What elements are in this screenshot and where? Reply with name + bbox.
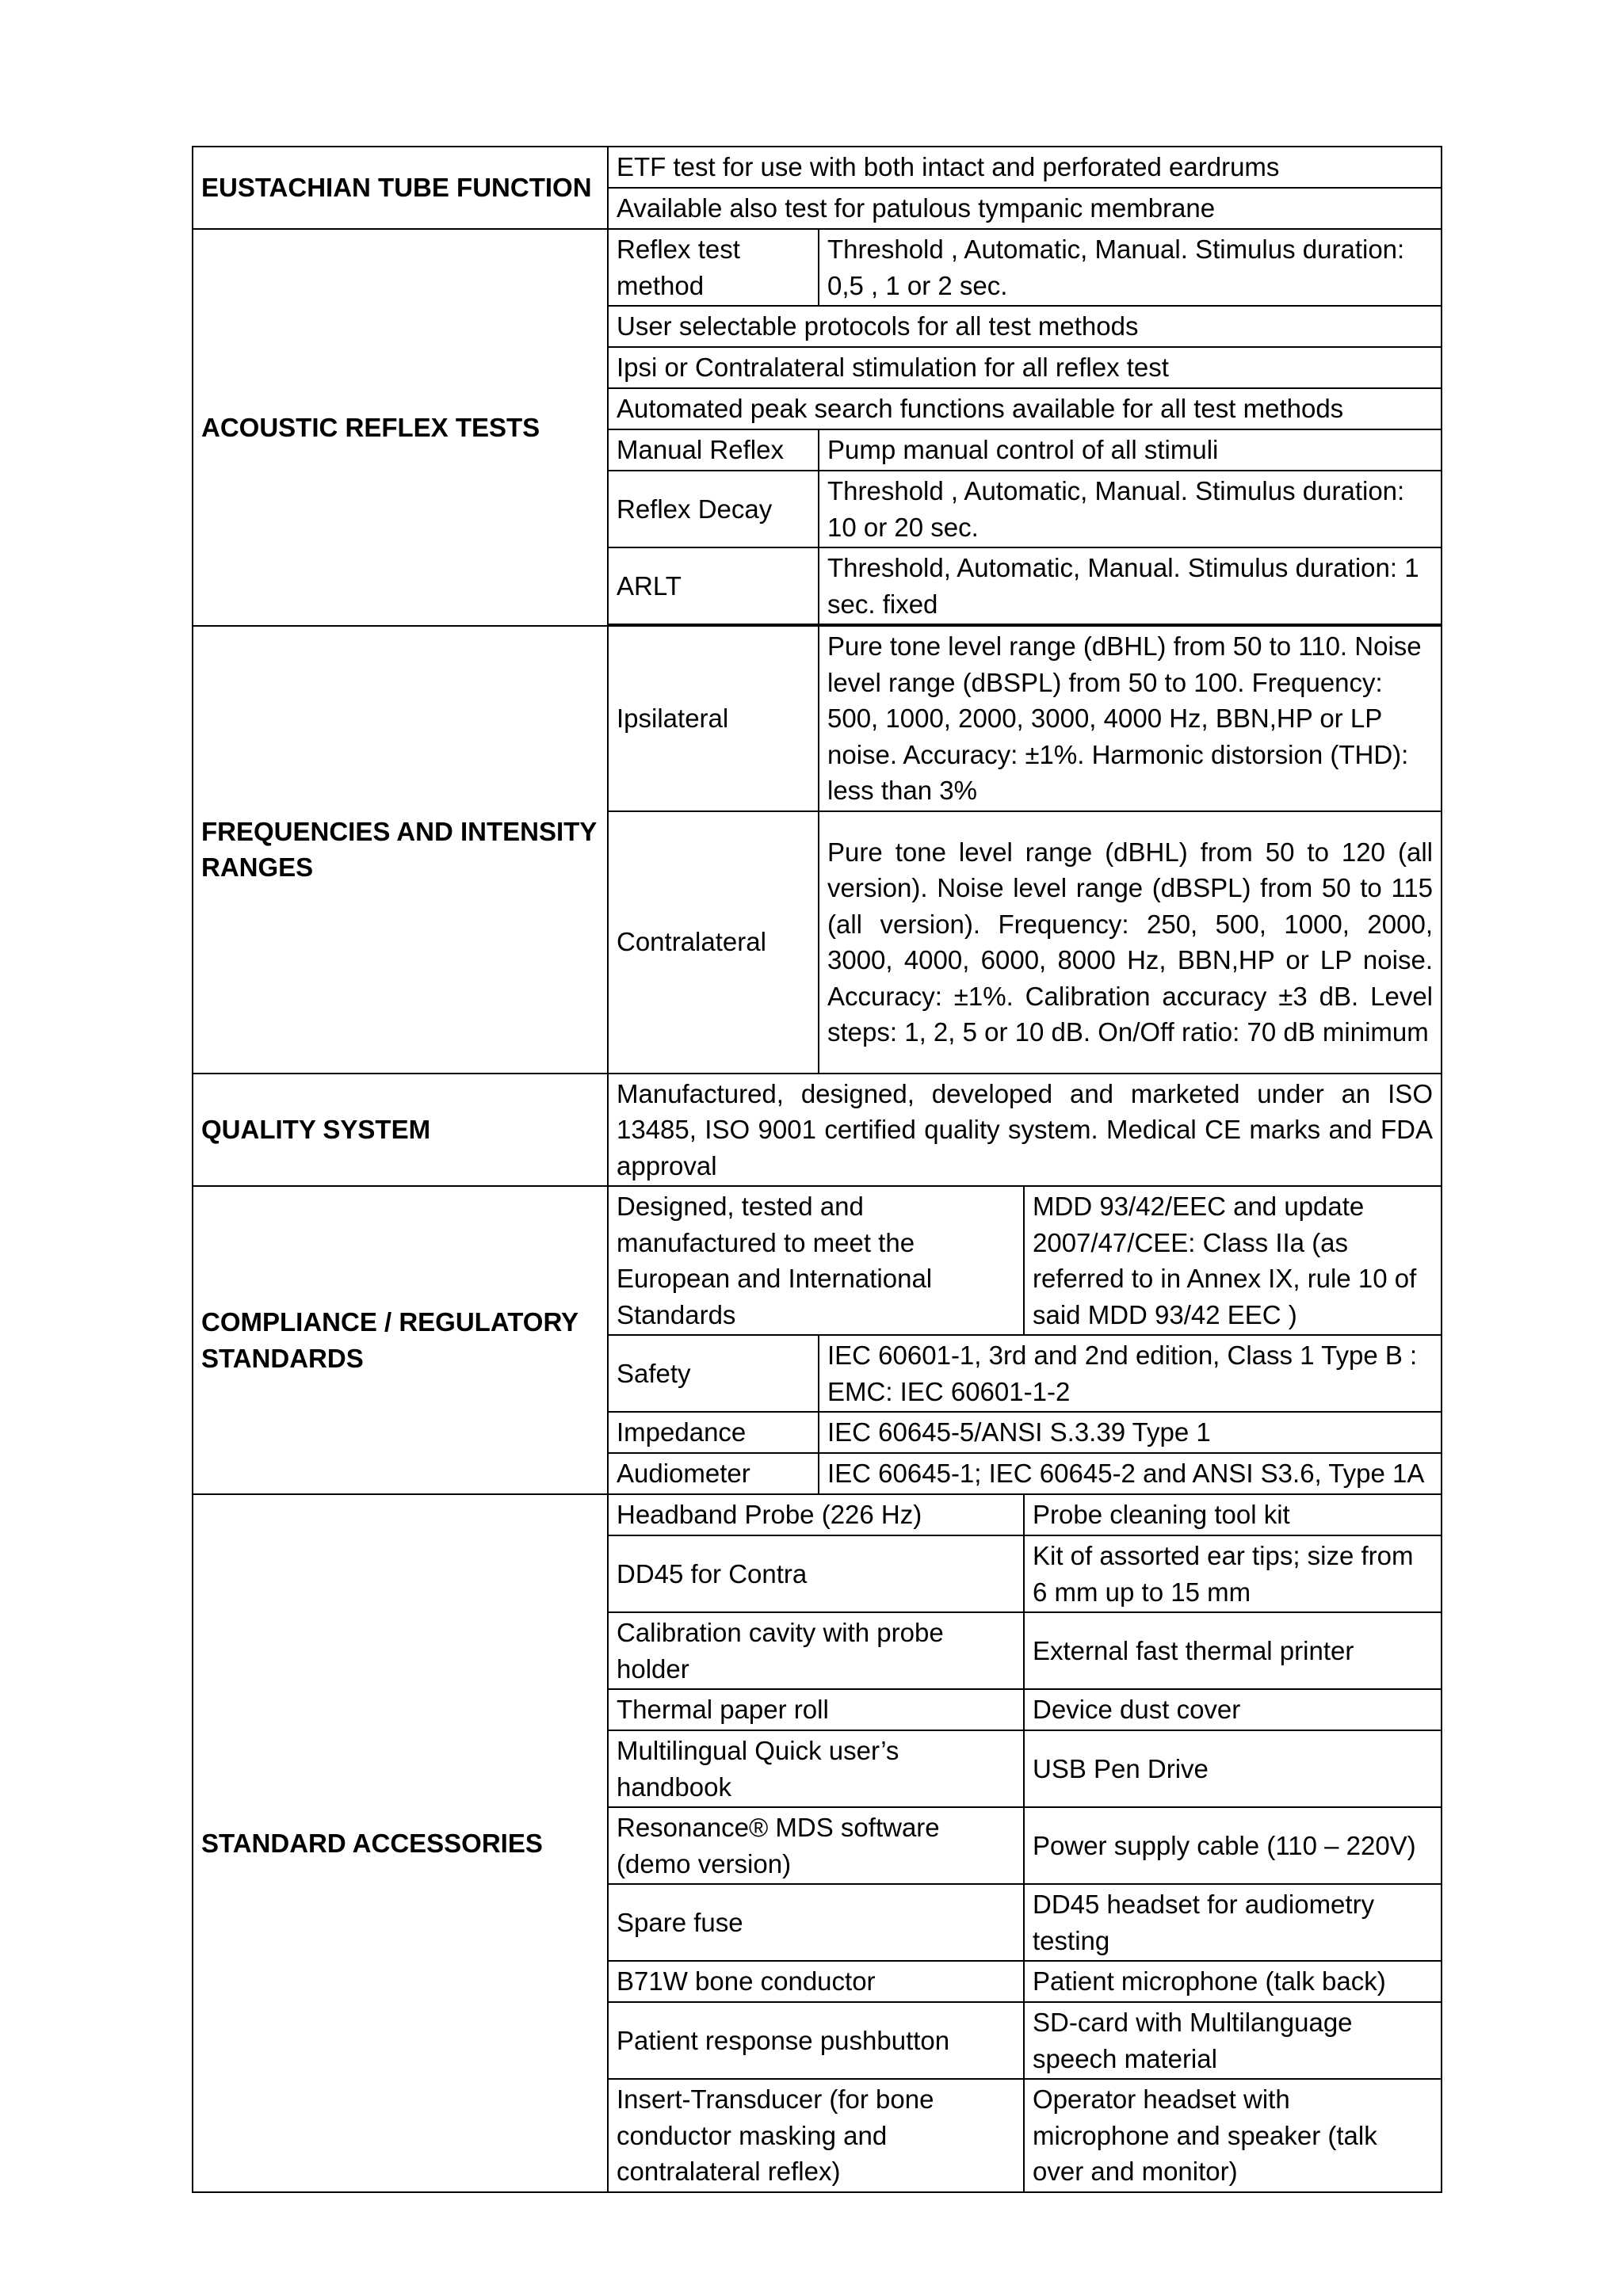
accessory-item: Headband Probe (226 Hz) — [608, 1494, 1024, 1535]
accessory-item: Operator headset with microphone and speaker (talk over and monitor) — [1024, 2079, 1442, 2192]
table-row — [193, 1494, 1442, 1535]
spec-value: Pump manual control of all stimuli — [819, 429, 1442, 471]
spec-label: Ipsilateral — [608, 626, 819, 811]
section-title-compliance-regulatory-standards: COMPLIANCE / REGULATORY STANDARDS — [193, 1186, 608, 1494]
table-row — [193, 1074, 1442, 1187]
section-title-standard-accessories: STANDARD ACCESSORIES — [193, 1494, 608, 2192]
spec-value: Threshold , Automatic, Manual. Stimulus duration: 10 or 20 sec. — [819, 471, 1442, 547]
table-row — [193, 229, 1442, 306]
spec-value: Manufactured, designed, developed and marketed under an ISO 13485, ISO 9001 certified quality system. Medical CE marks and FDA approval — [608, 1074, 1442, 1187]
section-title-acoustic-reflex-tests: ACOUSTIC REFLEX TESTS — [193, 229, 608, 626]
spec-value: Available also test for patulous tympanic membrane — [608, 188, 1442, 229]
accessory-item: External fast thermal printer — [1024, 1612, 1442, 1689]
spec-value: Automated peak search functions available for all test methods — [608, 388, 1442, 429]
table-row — [193, 1186, 1442, 1335]
specifications-table — [192, 146, 1442, 2193]
accessory-item: USB Pen Drive — [1024, 1730, 1442, 1807]
accessory-item: DD45 headset for audiometry testing — [1024, 1884, 1442, 1961]
table-row — [193, 147, 1442, 188]
section-title-frequencies-and-intensity-ranges: FREQUENCIES AND INTENSITY RANGES — [193, 626, 608, 1074]
table-row — [193, 626, 1442, 811]
spec-label: Reflex test method — [608, 229, 819, 306]
accessory-item: Insert-Transducer (for bone conductor masking and contralateral reflex) — [608, 2079, 1024, 2192]
accessory-item: Resonance® MDS software (demo version) — [608, 1807, 1024, 1884]
accessory-item: SD-card with Multilanguage speech material — [1024, 2002, 1442, 2079]
accessory-item: DD45 for Contra — [608, 1535, 1024, 1612]
spec-label: Safety — [608, 1335, 819, 1412]
spec-label: Reflex Decay — [608, 471, 819, 547]
accessory-item: Device dust cover — [1024, 1689, 1442, 1730]
spec-value: IEC 60645-5/ANSI S.3.39 Type 1 — [819, 1412, 1442, 1453]
section-title-eustachian-tube-function: EUSTACHIAN TUBE FUNCTION — [193, 147, 608, 229]
spec-value: User selectable protocols for all test methods — [608, 306, 1442, 347]
accessory-item: Spare fuse — [608, 1884, 1024, 1961]
accessory-item: Calibration cavity with probe holder — [608, 1612, 1024, 1689]
section-title-quality-system: QUALITY SYSTEM — [193, 1074, 608, 1187]
accessory-item: Patient response pushbutton — [608, 2002, 1024, 2079]
spec-label: Contralateral — [608, 811, 819, 1074]
accessory-item: Power supply cable (110 – 220V) — [1024, 1807, 1442, 1884]
accessory-item: Probe cleaning tool kit — [1024, 1494, 1442, 1535]
spec-label: Manual Reflex — [608, 429, 819, 471]
spec-label: Audiometer — [608, 1453, 819, 1494]
accessory-item: Kit of assorted ear tips; size from 6 mm up to 15 mm — [1024, 1535, 1442, 1612]
spec-value: IEC 60645-1; IEC 60645-2 and ANSI S3.6, Type 1A — [819, 1453, 1442, 1494]
spec-value: Threshold , Automatic, Manual. Stimulus duration: 0,5 , 1 or 2 sec. — [819, 229, 1442, 306]
spec-label: Impedance — [608, 1412, 819, 1453]
spec-label: ARLT — [608, 547, 819, 624]
spec-label: Designed, tested and manufactured to meet the European and International Standards — [608, 1186, 1024, 1335]
spec-value: Threshold, Automatic, Manual. Stimulus duration: 1 sec. fixed — [819, 547, 1442, 624]
accessory-item: Multilingual Quick user’s handbook — [608, 1730, 1024, 1807]
spec-value: Pure tone level range (dBHL) from 50 to 120 (all version). Noise level range (dBSPL) from 50 to 115 (all version). Frequency: 250, 500, 1000, 2000, 3000, 4000, 6000, 8000 Hz, BBN,HP or LP noise. Accuracy: ±1%. Calibration accuracy ±3 dB. Level steps: 1, 2, 5 or 10 dB. On/Off ratio: 70 dB minimum — [819, 811, 1442, 1074]
spec-value: Ipsi or Contralateral stimulation for all reflex test — [608, 347, 1442, 388]
spec-value: Pure tone level range (dBHL) from 50 to 110. Noise level range (dBSPL) from 50 to 100. Frequency: 500, 1000, 2000, 3000, 4000 Hz, BBN,HP or LP noise. Accuracy: ±1%. Harmonic distorsion (THD): less than 3% — [819, 626, 1442, 811]
accessory-item: B71W bone conductor — [608, 1961, 1024, 2002]
spec-value: IEC 60601-1, 3rd and 2nd edition, Class 1 Type B : EMC: IEC 60601-1-2 — [819, 1335, 1442, 1412]
accessory-item: Patient microphone (talk back) — [1024, 1961, 1442, 2002]
spec-value: ETF test for use with both intact and perforated eardrums — [608, 147, 1442, 188]
accessory-item: Thermal paper roll — [608, 1689, 1024, 1730]
spec-value: MDD 93/42/EEC and update 2007/47/CEE: Class IIa (as referred to in Annex IX, rule 10 of said MDD 93/42 EEC ) — [1024, 1186, 1442, 1335]
